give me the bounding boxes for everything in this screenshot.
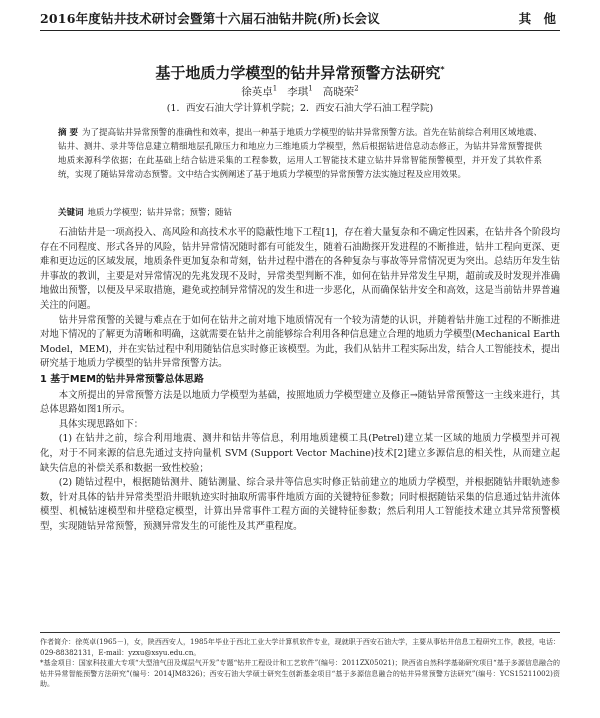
title-footnote-mark: *: [440, 65, 445, 74]
author-affil-mark: 1: [272, 84, 278, 93]
keywords: [58, 206, 542, 220]
intro-paragraph: 钻井异常预警的关键与难点在于如何在钻井之前对地下地质情况有一个较为清楚的认识，并随着钻井施工过程的不断推进对地下情况的了解更为清晰和明确，这就需要在钻井之前能够综合利用各种信息建立合理的地质力学模型(Mechanical Earth Model，MEM)，并在实钻过程中利用随钻信息实时修正该模型。为此，我们从钻井工程实际出发，结合人工智能技术，提出研究基于地质力学模型的钻井异常预警方法。: [40, 314, 560, 370]
header-conference-title: 2016年度钻井技术研讨会暨第十六届石油钻井院(所)长会议: [40, 11, 380, 26]
author-bio-footnote: 作者简介：徐英卓(1965－)，女，陕西西安人，1985年毕业于西北工业大学计算机软件专业，现就职于西安石油大学，主要从事钻井信息工程研究工作，教授，电话：029-88382131，E-mail：yzxu@xsyu.edu.cn。: [40, 638, 560, 657]
author-name: 徐英卓: [241, 86, 273, 98]
keywords-label: 关键词: [58, 208, 84, 218]
author-affil-mark: 2: [354, 84, 359, 93]
section-paragraph: 具体实现思路如下：: [58, 418, 144, 430]
intro-paragraph: 石油钻井是一项高投入、高风险和高技术水平的隐蔽性地下工程[1]，存在着大量复杂和不确定性因素，在钻井各个阶段均存在不同程度、形式各异的风险，钻井异常情况随时都有可能发生，随着石油勘探开发进程的不断推进，钻井工程向更深、更难和更边远的区域发展，地质条件更加复杂和苛刻，钻井过程中潜在的各种复杂与事故等异常情况更为突出。总结历年发生钻井事故的教训，主要是对异常情况的先兆发现不及时，异常类型判断不准，如何在钻井异常发生早期，超前或及时发现并准确地做出预警，以便及早采取措施，避免或控制异常情况的发生和进一步恶化，从而确保钻井安全和高效，这是当前钻井界普遍关注的问题。: [40, 227, 560, 311]
keywords-text: 地质力学模型；钻井异常；预警；随钻: [87, 208, 233, 218]
funding-footnote: *基金项目：国家科技重大专项“大型油气田及煤层气开发”专题“钻井工程设计和工艺软件”(编号：2011ZX05021)；陕西省自然科学基础研究项目“基于多源信息融合的钻井异常智能预警方法研究”(编号：2014JM8326)；西安石油大学硕士研究生创新基金项目“基于多源信息融合的钻井异常预警方法研究”(编号：YCS15211002)资助。: [40, 659, 560, 688]
paper-title: [0, 62, 600, 83]
author-affil-mark: 1: [308, 84, 313, 93]
abstract: [58, 126, 542, 182]
author-name: 李琪: [287, 86, 309, 98]
body-text: [40, 226, 560, 534]
list-item: (2) 随钻过程中，根据随钻测井、随钻测量、综合录井等信息实时修正钻前建立的地质力学模型，并根据随钻井眼轨迹参数，针对具体的钻井异常类型沿井眼轨迹实时抽取所需事件地质方面的关键特征参数；同时根据随钻采集的信息通过钻井流体模型、机械钻速模型和井壁稳定模型，计算出异常事件工程方面的关键特征参数；然后利用人工智能技术建立其异常预警模型，实现随钻异常预警，预测异常发生的可能性及其严重程度。: [40, 477, 560, 532]
section-paragraph: 本文所提出的异常预警方法是以地质力学模型为基础，按照地质力学模型建立及修正→随钻异常预警这一主线来进行，其总体思路如图1所示。: [40, 389, 560, 416]
header-section-label: 其 他: [518, 11, 560, 26]
author-list: [0, 84, 600, 99]
footnotes: [40, 632, 560, 690]
list-item: (1) 在钻井之前，综合利用地震、测井和钻井等信息，利用地质建模工具(Petrel)建立某一区域的地质力学模型并可视化，对于不同来源的信息先通过支持向量机 SVM (Support Vector Machine)技术[2]建立多源信息的相关性，从而建立起缺失信息的补偿关系和数据一致性校验；: [40, 433, 560, 474]
author-name: 高晓荣: [322, 86, 355, 98]
running-header: [40, 8, 560, 31]
affiliation: (1．西安石油大学计算机学院；2．西安石油大学石油工程学院): [166, 103, 434, 114]
abstract-label: 摘 要: [58, 128, 79, 138]
paper-title-text: 基于地质力学模型的钻井异常预警方法研究: [155, 64, 441, 82]
abstract-text: 为了提高钻井异常预警的准确性和效率，提出一种基于地质力学模型的钻井异常预警方法。首先在钻前综合利用区域地震、钻井、测井、录井等信息建立精细地层孔隙压力和地应力三维地质力学模型，然后根据钻进信息动态修正，为钻井异常预警提供地质来源科学依据；在此基础上结合钻进采集的工程参数，运用人工智能技术建立钻井异常智能预警模型，并开发了其软件系统，实现了随钻异常动态预警。文中结合实例阐述了基于地质力学模型的异常预警方法实施过程及应用效果。: [58, 128, 542, 180]
section-heading: 1 基于MEM的钻井异常预警总体思路: [40, 373, 204, 385]
